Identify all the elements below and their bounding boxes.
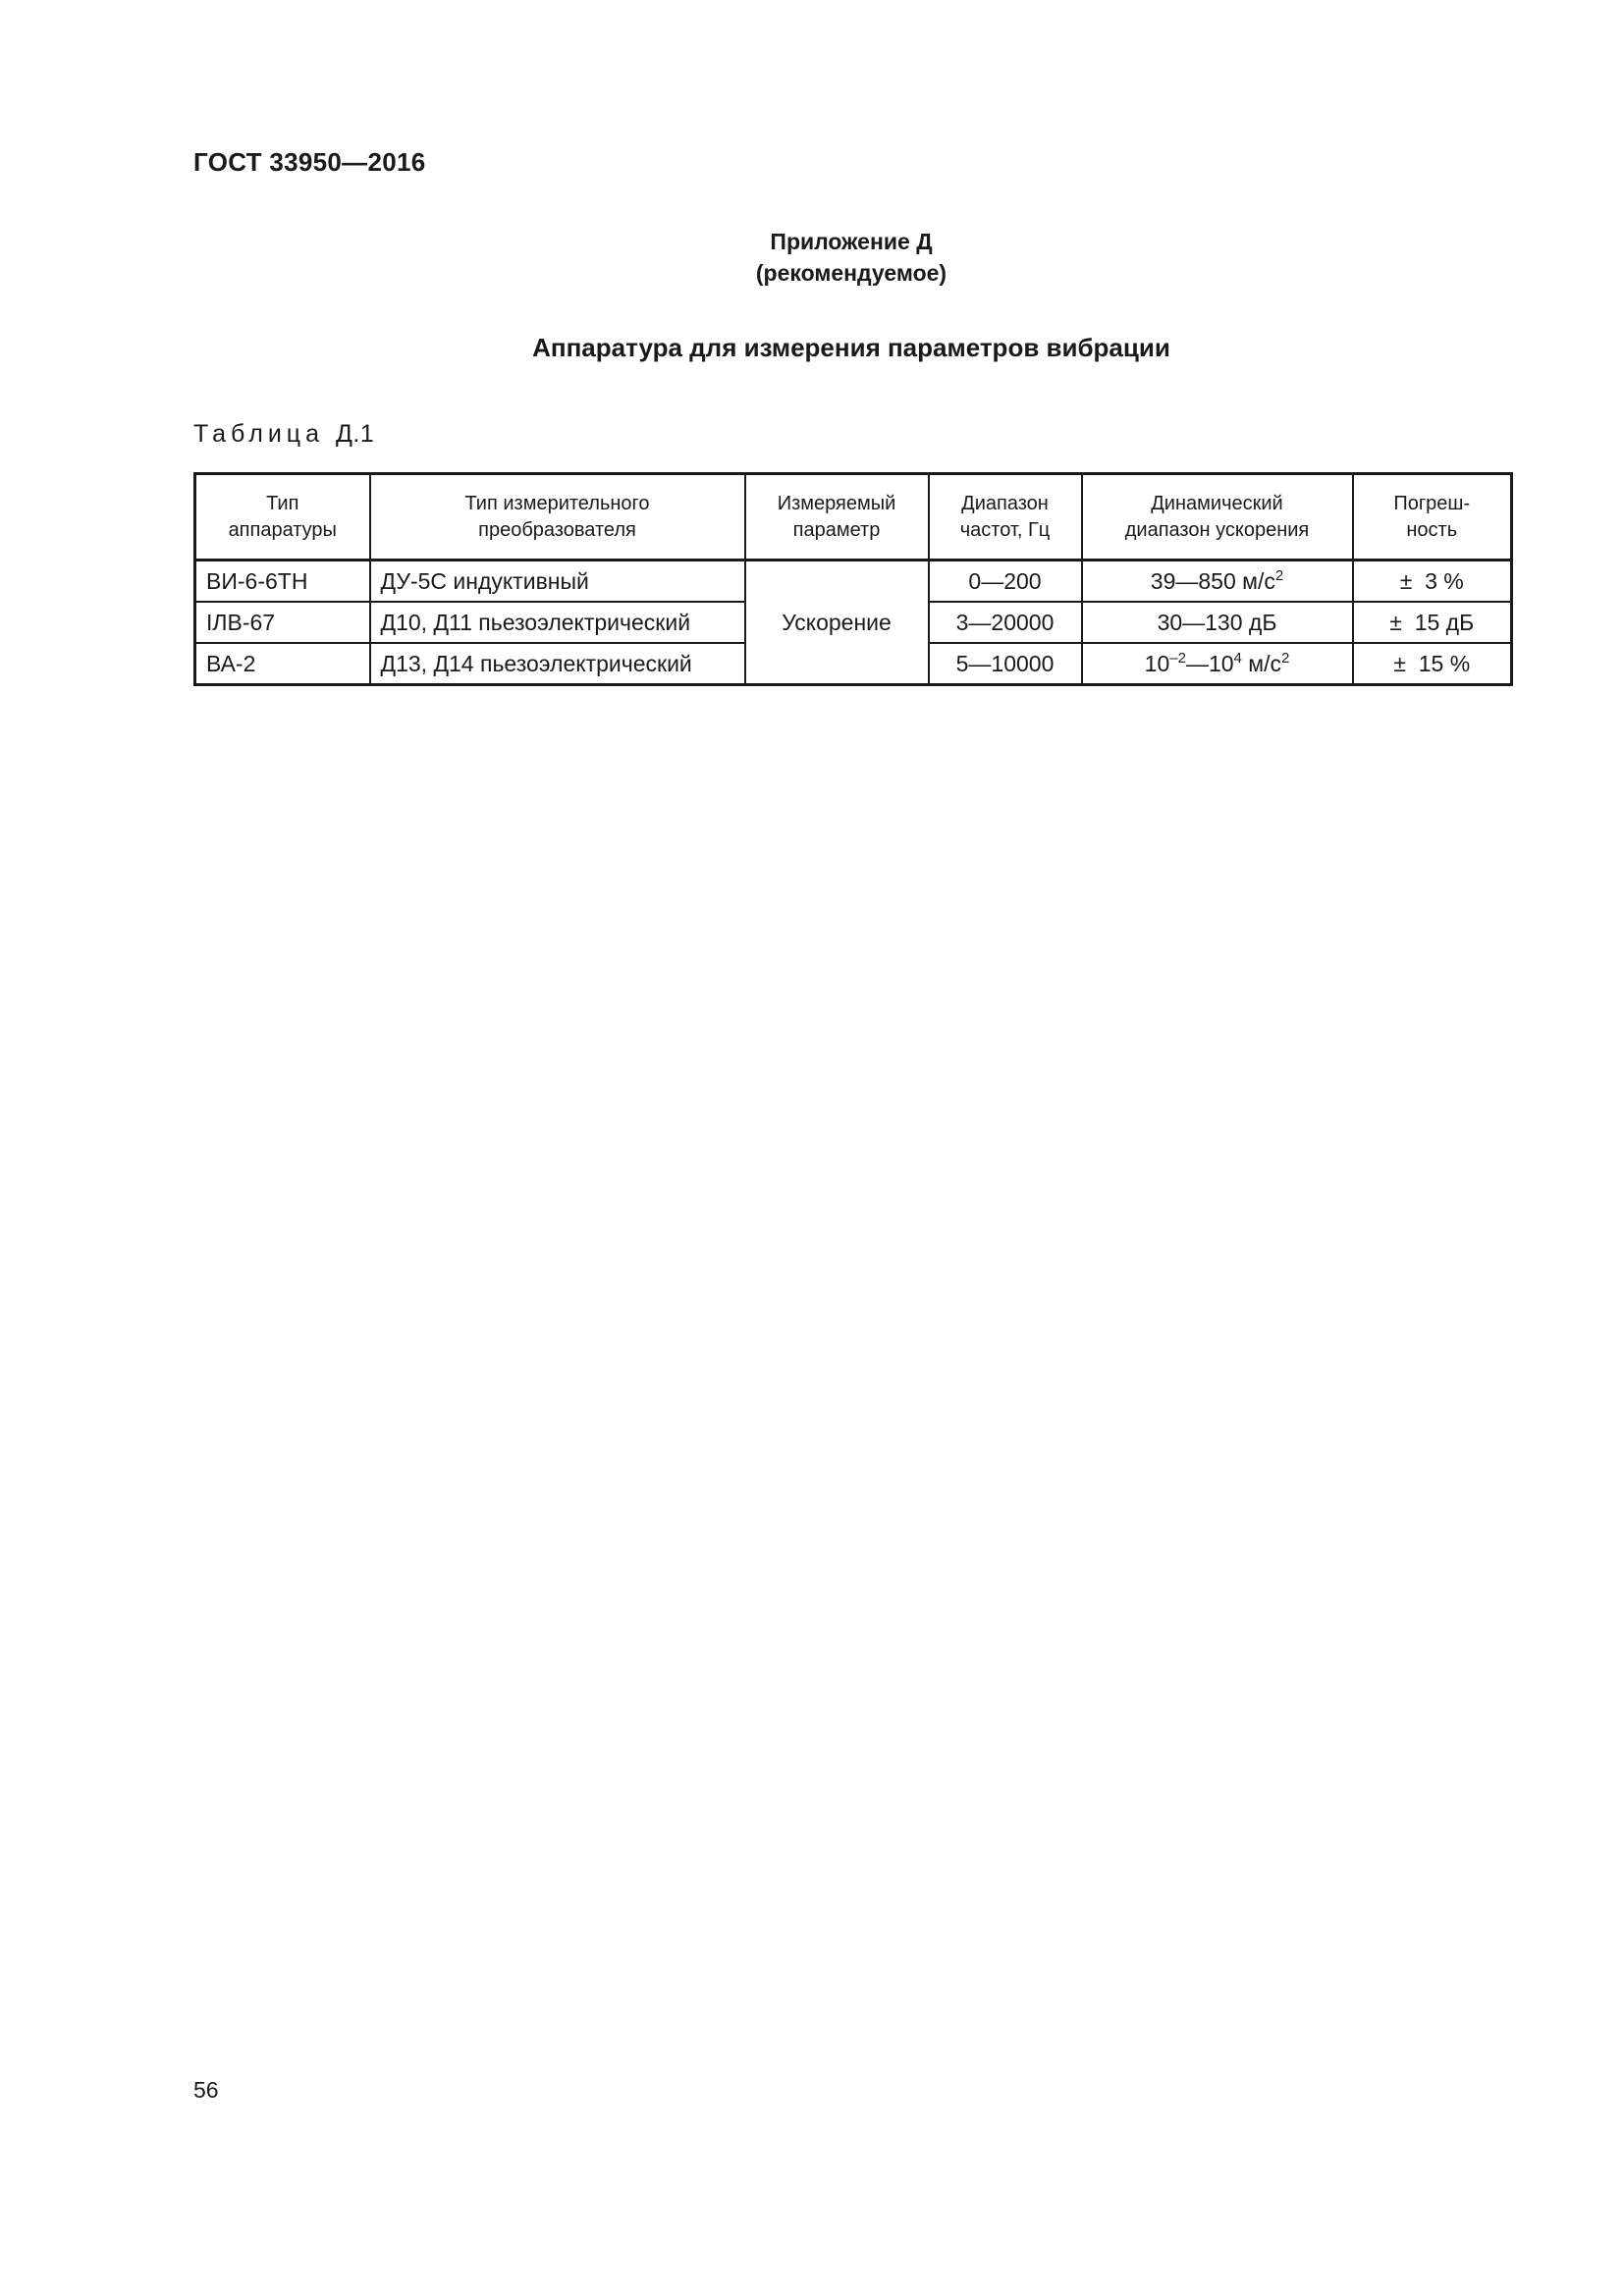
- header-frequency-range: Диапазон частот, Гц: [929, 474, 1082, 561]
- cell-transducer: ДУ-5С индуктивный: [370, 561, 745, 603]
- header-transducer-type: Тип измерительного преобразователя: [370, 474, 745, 561]
- cell-measured-parameter: Ускорение: [745, 561, 929, 685]
- table-header-row: [195, 474, 1512, 561]
- table-caption-number: Д.1: [335, 420, 375, 448]
- cell-frequency: 3—20000: [929, 602, 1082, 643]
- cell-error: ± 15 %: [1353, 643, 1512, 685]
- cell-transducer: Д10, Д11 пьезоэлектрический: [370, 602, 745, 643]
- table-caption-label: Таблица: [193, 420, 325, 448]
- appendix-title: Приложение Д: [770, 229, 933, 254]
- header-measured-parameter: Измеряемый параметр: [745, 474, 929, 561]
- header-dynamic-range: Динамический диапазон ускорения: [1082, 474, 1353, 561]
- section-title: Аппаратура для измерения параметров вибрации: [532, 333, 1170, 362]
- document-designation: ГОСТ 33950—2016: [193, 147, 426, 177]
- header-error: Погреш- ность: [1353, 474, 1512, 561]
- cell-error: ± 3 %: [1353, 561, 1512, 603]
- cell-error: ± 15 дБ: [1353, 602, 1512, 643]
- cell-apparatus: ІЛВ-67: [195, 602, 370, 643]
- appendix-heading: [0, 226, 1624, 289]
- page-number: 56: [193, 2077, 219, 2103]
- cell-dynamic-range: 30—130 дБ: [1082, 602, 1353, 643]
- appendix-status: (рекомендуемое): [755, 260, 947, 286]
- table-row: [195, 561, 1512, 603]
- equipment-table: [193, 472, 1513, 686]
- cell-apparatus: ВА-2: [195, 643, 370, 685]
- cell-frequency: 0—200: [929, 561, 1082, 603]
- cell-frequency: 5—10000: [929, 643, 1082, 685]
- cell-apparatus: ВИ-6-6ТН: [195, 561, 370, 603]
- table-caption: [193, 420, 374, 449]
- cell-transducer: Д13, Д14 пьезоэлектрический: [370, 643, 745, 685]
- cell-dynamic-range: 39—850 $м/с^2$: [1082, 561, 1353, 603]
- cell-dynamic-range: $10^{-2}—10^4$ $м/с^2$: [1082, 643, 1353, 685]
- header-apparatus-type: Тип аппаратуры: [195, 474, 370, 561]
